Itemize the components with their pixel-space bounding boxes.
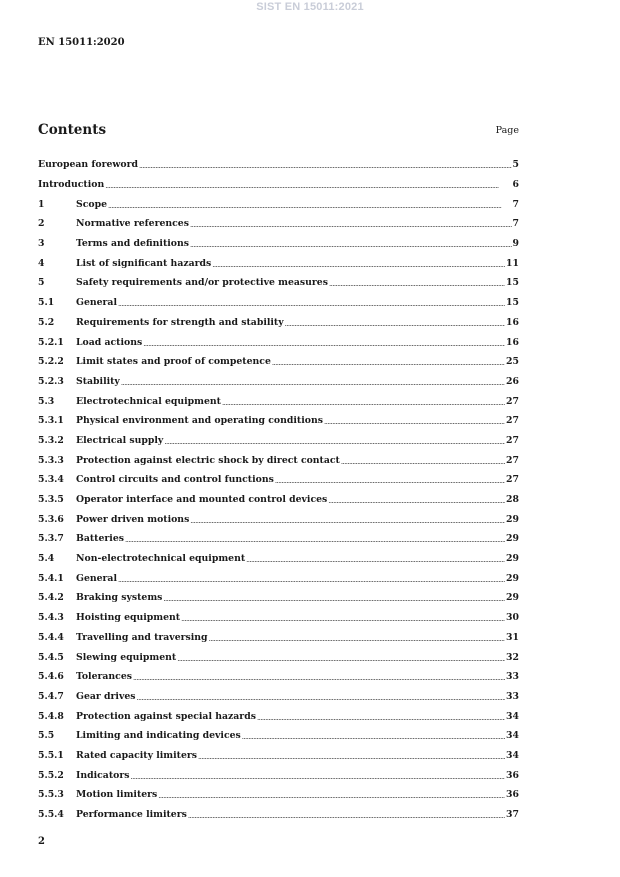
toc-entry-page: 37 [506,809,519,821]
toc-dot-leader [121,376,505,387]
toc-dot-leader [246,553,505,564]
toc-dot-leader [329,277,505,288]
toc-entry-page: 36 [506,769,519,781]
toc-entry-number: 5.2.1 [38,336,64,348]
toc-entry[interactable] [38,313,519,333]
toc-entry-page: 27 [506,415,519,427]
toc-entry-number: 5.3.3 [38,454,64,466]
toc-entry[interactable] [38,706,519,726]
toc-entry-title: Slewing equipment [76,651,177,663]
toc-dot-leader [341,455,505,466]
toc-entry-title: Electrical supply [76,434,164,446]
toc-entry-title: Power driven motions [76,513,190,525]
toc-entry[interactable] [38,490,519,510]
toc-entry[interactable] [38,273,519,293]
toc-entry-page: 6 [512,179,519,191]
toc-entry[interactable] [38,805,519,825]
toc-dot-leader [163,592,505,603]
toc-entry-page: 33 [506,671,519,683]
toc-entry-title: General [76,297,117,309]
toc-dot-leader [164,435,505,446]
toc-dot-leader [118,573,505,584]
toc-entry[interactable] [38,234,519,254]
toc-entry-title: Stability [76,375,120,387]
toc-entry-number: 5.3.2 [38,434,64,446]
toc-entry[interactable] [38,647,519,667]
toc-entry-page: 29 [506,513,519,525]
toc-entry-title: Electrotechnical equipment [76,395,221,407]
toc-entry[interactable] [38,785,519,805]
toc-entry-page: 7 [512,198,519,210]
toc-entry-page: 29 [506,572,519,584]
toc-entry-page: 27 [506,395,519,407]
toc-entry-number: 5.2 [38,316,55,328]
toc-entry-title: List of significant hazards [76,257,212,269]
toc-entry-page: 34 [506,749,519,761]
toc-entry[interactable] [38,608,519,628]
toc-entry[interactable] [38,253,519,273]
toc-entry-number: 1 [38,198,45,210]
toc-dot-leader [324,415,505,426]
toc-entry-title: General [76,572,117,584]
toc-entry[interactable] [38,431,519,451]
toc-dot-leader [190,514,505,525]
toc-entry-number: 5.4.1 [38,572,64,584]
toc-entry-title: Travelling and traversing [76,631,208,643]
toc-entry-page: 9 [512,238,519,250]
toc-dot-leader [257,711,505,722]
toc-entry-number: 5.5.1 [38,749,64,761]
toc-dot-leader [209,632,505,643]
toc-entry-title: Motion limiters [76,789,158,801]
toc-entry-page: 25 [506,356,519,368]
toc-entry-title: Indicators [76,769,130,781]
toc-entry[interactable] [38,746,519,766]
toc-entry-title: European foreword [38,159,138,171]
toc-entry[interactable] [38,568,519,588]
toc-entry-number: 5.3.6 [38,513,64,525]
toc-dot-leader [222,396,505,407]
toc-entry-title: Safety requirements and/or protective measures [76,277,328,289]
toc-dot-leader [130,770,505,781]
toc-dot-leader [212,258,505,269]
toc-entry-title: Protection against electric shock by direct contact [76,454,340,466]
toc-entry-page: 5 [512,159,519,171]
toc-entry-page: 15 [506,297,519,309]
toc-entry-page: 27 [506,454,519,466]
toc-entry-number: 3 [38,238,45,250]
toc-entry-page: 27 [506,474,519,486]
toc-entry[interactable] [38,470,519,490]
toc-entry-number: 5.4.2 [38,592,64,604]
toc-entry-number: 2 [38,218,45,230]
toc-entry-title: Rated capacity limiters [76,749,198,761]
toc-entry-number: 5 [38,277,45,289]
toc-entry-page: 34 [506,710,519,722]
toc-entry-number: 5.3.5 [38,494,64,506]
toc-entry-title: Limiting and indicating devices [76,730,241,742]
toc-dot-leader [190,218,512,229]
toc-entry-page: 29 [506,592,519,604]
toc-entry-page: 15 [506,277,519,289]
toc-dot-leader [285,317,505,328]
toc-dot-leader [177,652,505,663]
toc-entry-title: Scope [76,198,107,210]
toc-entry-number: 5.4.8 [38,710,64,722]
toc-entry-number: 5.3 [38,395,55,407]
toc-entry-page: 34 [506,730,519,742]
toc-dot-leader [139,159,512,170]
toc-entry-page: 16 [506,336,519,348]
toc-entry[interactable] [38,667,519,687]
toc-dot-leader [198,750,505,761]
toc-entry-page: 28 [506,494,519,506]
toc-entry-page: 36 [506,789,519,801]
toc-dot-leader [181,612,505,623]
toc-entry-title: Requirements for strength and stability [76,316,284,328]
toc-entry-page: 27 [506,434,519,446]
toc-entry[interactable] [38,628,519,648]
table-of-contents [38,155,519,824]
toc-entry[interactable] [38,588,519,608]
toc-dot-leader [190,238,512,249]
page-column-label: Page [495,125,519,136]
toc-entry[interactable] [38,194,519,214]
toc-entry-number: 5.4.3 [38,612,64,624]
toc-entry-number: 5.4 [38,553,55,565]
toc-entry[interactable] [38,765,519,785]
toc-entry-page: 33 [506,690,519,702]
toc-entry-number: 5.5.4 [38,809,64,821]
toc-entry-number: 5.3.1 [38,415,64,427]
toc-entry-number: 5.5.2 [38,769,64,781]
toc-entry[interactable] [38,529,519,549]
toc-entry-page: 11 [506,257,519,269]
toc-entry-number: 5.4.7 [38,690,64,702]
toc-dot-leader [108,199,512,210]
toc-entry[interactable] [38,726,519,746]
toc-dot-leader [272,356,505,367]
watermark: SIST EN 15011:2021 [256,1,364,13]
toc-entry-page: 16 [506,316,519,328]
toc-entry-number: 5.5.3 [38,789,64,801]
toc-entry[interactable] [38,352,519,372]
toc-dot-leader [143,337,505,348]
toc-entry-page: 29 [506,553,519,565]
toc-entry[interactable] [38,293,519,313]
toc-entry-title: Protection against special hazards [76,710,256,722]
toc-entry[interactable] [38,411,519,431]
toc-entry-number: 5.4.4 [38,631,64,643]
toc-entry-title: Tolerances [76,671,132,683]
toc-entry[interactable] [38,332,519,352]
toc-entry-number: 5.1 [38,297,55,309]
toc-entry[interactable] [38,214,519,234]
toc-dot-leader [328,494,505,505]
toc-entry-title: Non-electrotechnical equipment [76,553,246,565]
toc-entry[interactable] [38,509,519,529]
toc-entry[interactable] [38,391,519,411]
toc-entry-title: Control circuits and control functions [76,474,274,486]
toc-entry-title: Batteries [76,533,124,545]
document-identifier: EN 15011:2020 [38,37,125,48]
toc-entry-number: 5.2.3 [38,375,64,387]
toc-entry-title: Introduction [38,179,105,191]
toc-entry-title: Terms and definitions [76,238,189,250]
contents-heading: Contents [38,122,107,138]
toc-entry-number: 5.3.7 [38,533,64,545]
toc-dot-leader [188,809,505,820]
toc-entry-title: Performance limiters [76,809,187,821]
toc-dot-leader [137,691,506,702]
toc-dot-leader [118,297,505,308]
toc-entry[interactable] [38,687,519,707]
toc-entry[interactable] [38,372,519,392]
toc-entry-title: Operator interface and mounted control devices [76,494,328,506]
toc-entry-title: Limit states and proof of competence [76,356,271,368]
toc-entry-page: 7 [512,218,519,230]
toc-entry-title: Normative references [76,218,189,230]
toc-dot-leader [242,730,505,741]
toc-entry-number: 5.5 [38,730,55,742]
toc-entry-number: 4 [38,257,45,269]
toc-entry[interactable] [38,155,519,175]
page-number: 2 [38,836,45,847]
toc-dot-leader [125,533,505,544]
toc-entry-page: 31 [506,631,519,643]
toc-entry[interactable] [38,450,519,470]
toc-entry-page: 32 [506,651,519,663]
toc-entry[interactable] [38,549,519,569]
toc-entry-title: Load actions [76,336,143,348]
toc-entry-number: 5.3.4 [38,474,64,486]
toc-entry-page: 30 [506,612,519,624]
toc-dot-leader [105,179,511,190]
toc-entry-page: 26 [506,375,519,387]
toc-entry[interactable] [38,175,519,195]
toc-entry-title: Gear drives [76,690,136,702]
toc-dot-leader [275,474,505,485]
toc-entry-title: Physical environment and operating conditions [76,415,323,427]
toc-entry-number: 5.4.6 [38,671,64,683]
toc-entry-page: 29 [506,533,519,545]
toc-dot-leader [133,671,505,682]
toc-dot-leader [158,789,505,800]
toc-entry-title: Braking systems [76,592,163,604]
toc-entry-number: 5.4.5 [38,651,64,663]
toc-entry-title: Hoisting equipment [76,612,181,624]
toc-entry-number: 5.2.2 [38,356,64,368]
